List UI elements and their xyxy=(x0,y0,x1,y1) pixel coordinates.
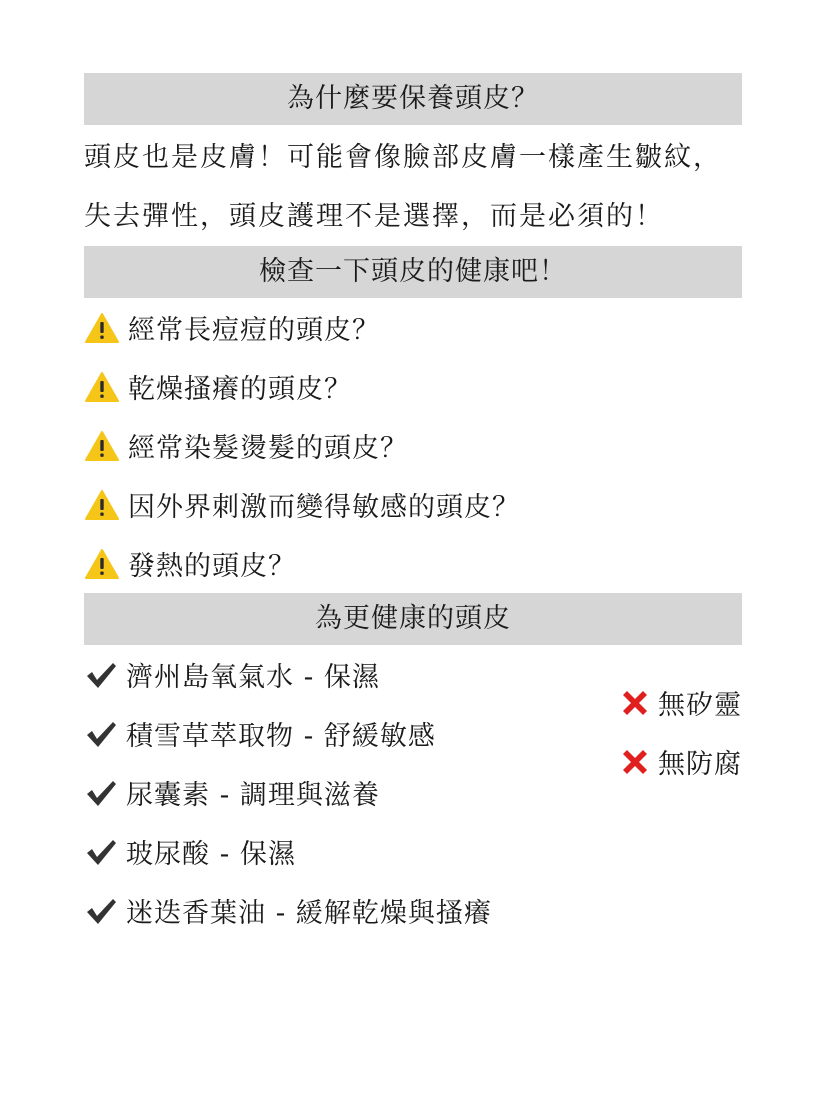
cross-mark-icon xyxy=(618,686,652,720)
check-mark-icon xyxy=(84,719,118,749)
list-item xyxy=(84,534,742,593)
free-from-label: 無防腐 xyxy=(658,749,742,780)
section-heading-why: 為什麼要保養頭皮？ xyxy=(84,73,742,125)
check-mark-icon xyxy=(84,778,118,808)
list-item-label: 因外界刺激而變得敏感的頭皮？ xyxy=(128,492,520,523)
warning-icon xyxy=(84,430,120,462)
free-from-label: 無矽靈 xyxy=(658,690,742,721)
list-item xyxy=(84,822,742,881)
list-item xyxy=(84,357,742,416)
free-from-item xyxy=(618,732,742,791)
list-item-label: 尿囊素 - 調理與滋養 xyxy=(126,780,380,811)
list-item-label: 濟州島氧氣水 - 保濕 xyxy=(126,662,380,693)
check-mark-icon xyxy=(84,896,118,926)
list-item-label: 發熱的頭皮？ xyxy=(128,551,296,582)
list-item xyxy=(84,475,742,534)
section-heading-check: 檢查一下頭皮的健康吧！ xyxy=(84,246,742,298)
section-heading-healthier: 為更健康的頭皮 xyxy=(84,593,742,645)
list-item-label: 玻尿酸 - 保濕 xyxy=(126,839,296,870)
warning-icon xyxy=(84,312,120,344)
check-mark-icon xyxy=(84,660,118,690)
free-from-list xyxy=(618,645,742,791)
page xyxy=(84,73,742,940)
list-item xyxy=(84,298,742,357)
list-item-label: 經常長痘痘的頭皮？ xyxy=(128,315,380,346)
list-item-label: 積雪草萃取物 - 舒緩敏感 xyxy=(126,721,436,752)
list-item xyxy=(84,416,742,475)
list-item-label: 迷迭香葉油 - 緩解乾燥與搔癢 xyxy=(126,898,492,929)
list-item-label: 乾燥搔癢的頭皮？ xyxy=(128,374,352,405)
scalp-check-list xyxy=(84,298,742,593)
cross-mark-icon xyxy=(618,745,652,779)
list-item-label: 經常染髮燙髮的頭皮？ xyxy=(128,433,408,464)
benefits-block xyxy=(84,645,742,940)
warning-icon xyxy=(84,489,120,521)
list-item xyxy=(84,881,742,940)
warning-icon xyxy=(84,371,120,403)
why-paragraph: 頭皮也是皮膚！可能會像臉部皮膚一樣產生皺紋，失去彈性，頭皮護理不是選擇，而是必須的！ xyxy=(84,142,722,232)
warning-icon xyxy=(84,548,120,580)
free-from-item xyxy=(618,673,742,732)
check-mark-icon xyxy=(84,837,118,867)
